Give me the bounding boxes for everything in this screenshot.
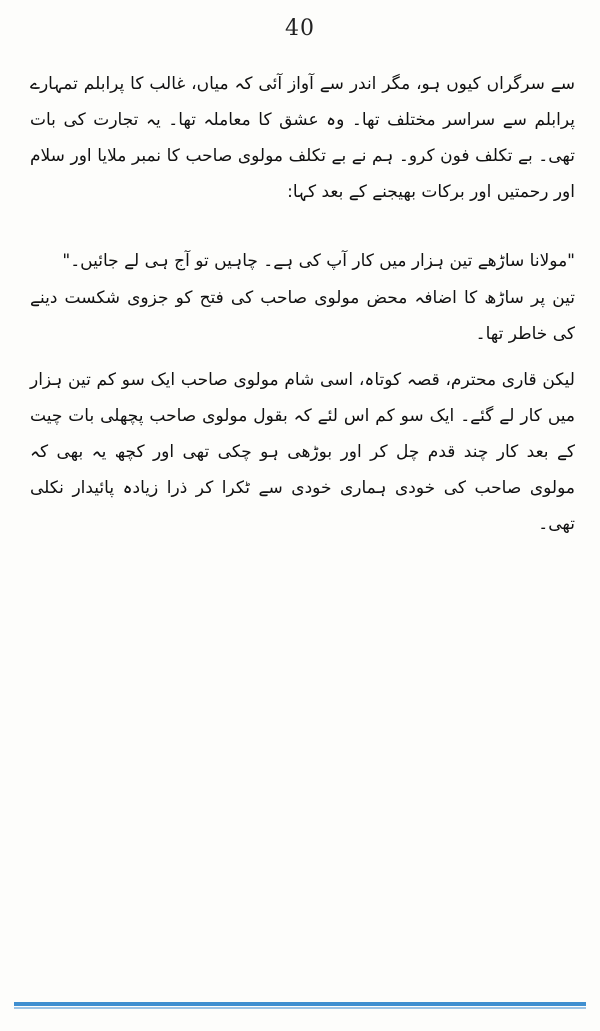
page-number: 40	[285, 16, 315, 41]
bottom-rule	[14, 1002, 586, 1006]
quoted-offer: "مولانا ساڑھے تین ہزار میں کار آپ کی ہے۔ چاہیں تو آج ہی لے جائیں۔"	[62, 251, 575, 271]
bottom-rule-shadow	[14, 1007, 586, 1009]
paragraph-conclusion: لیکن قاری محترم، قصہ کوتاہ، اسی شام مولوی صاحب ایک سو کم تین ہزار میں کار لے گئے۔ ایک سو کم اس لئے کہ بقول مولوی صاحب پچھلی بات چیت کے بعد کار چند قدم چل کر اور بوڑھی ہو چکی تھی اور کچھ یہ بھی کہ مولوی صاحب کی خودی ہماری خودی سے ٹکرا کر ذرا زیادہ پائیدار نکلی تھی۔	[30, 370, 575, 534]
paragraph-partial-defeat: تین پر ساڑھ کا اضافہ محض مولوی صاحب کی فتح کو جزوی شکست دینے کی خاطر تھا۔	[30, 288, 575, 344]
paragraph-phone-call: سے سرگراں کیوں ہو، مگر اندر سے آواز آئی کہ میاں، غالب کا پرابلم تمہارے پرابلم سے سراسر مختلف تھا۔ وہ عشق کا معاملہ تھا۔ یہ تجارت کی بات تھی۔ بے تکلف فون کرو۔ ہم نے بے تکلف مولوی صاحب کا نمبر ملایا اور سلام اور رحمتیں اور برکات بھیجنے کے بعد کہا:	[30, 74, 575, 202]
